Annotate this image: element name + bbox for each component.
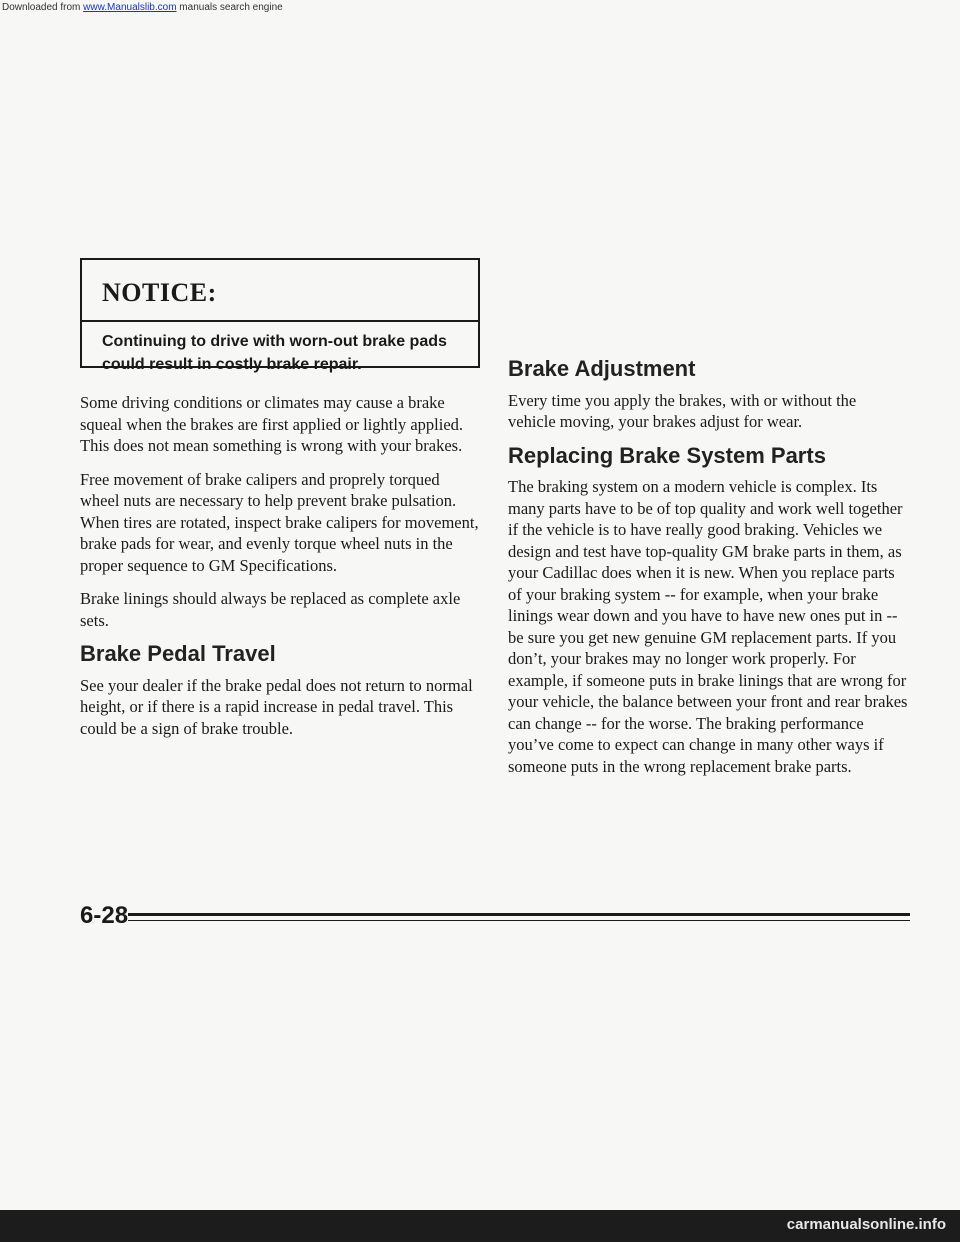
brake-squeal-paragraph: Some driving conditions or climates may cause a brake squeal when the brakes are first applied or lightly applied. This does not mean something is wrong with your brakes.	[80, 393, 464, 455]
linings-paragraph: Brake linings should always be replaced as complete axle sets.	[80, 589, 461, 630]
brake-pedal-travel-heading: Brake Pedal Travel	[80, 641, 276, 666]
header-suffix: manuals search engine	[176, 2, 283, 13]
replacing-parts-paragraph: The braking system on a modern vehicle is complex. Its many parts have to be of top quality and work well together if the vehicle is to have really good braking. Vehicles we design and test have top-quality GM brake parts in them, as your Cadillac does when it is new. When you replace parts of your braking system -- for example, when your brake linings wear down and you have to have new ones put in -- be sure you get new genuine GM replacement parts. If you don’t, your brakes may no longer work properly. For example, if someone puts in brake linings that are wrong for your vehicle, the balance between your front and rear brakes can change -- for the worse. The braking performance you’ve come to expect can change in many other ways if someone puts in the wrong replacement brake parts.	[508, 477, 908, 776]
pedal-travel-paragraph: See your dealer if the brake pedal does not return to normal height, or if there is a rapid increase in pedal travel. This could be a sign of brake trouble.	[80, 675, 473, 738]
watermark-bar	[0, 1210, 960, 1242]
brake-adjustment-heading: Brake Adjustment	[508, 356, 696, 381]
right-column	[508, 358, 908, 789]
notice-box	[80, 258, 480, 373]
manualslib-link[interactable]: www.Manualslib.com	[83, 2, 177, 13]
header-prefix: Downloaded from	[2, 2, 84, 13]
calipers-paragraph: Free movement of brake calipers and proprely torqued wheel nuts are necessary to help prevent brake pulsation. When tires are rotated, inspect brake calipers for movement, brake pads for wear, and evenly torque wheel nuts in the proper sequence to GM Specifications.	[80, 469, 479, 575]
notice-title: NOTICE:	[82, 260, 478, 322]
watermark-text: carmanualsonline.info	[786, 1216, 946, 1233]
notice-text: Continuing to drive with worn-out brake pads could result in costly brake repair.	[102, 333, 447, 373]
page-number: 6-28	[80, 902, 129, 929]
footer-rule-thin	[128, 920, 910, 921]
left-column	[80, 392, 480, 751]
brake-adjustment-paragraph: Every time you apply the brakes, with or without the vehicle moving, your brakes adjust for wear.	[508, 390, 857, 431]
download-header	[0, 0, 960, 16]
replacing-parts-heading: Replacing Brake System Parts	[508, 442, 826, 468]
footer-rule	[128, 913, 910, 916]
